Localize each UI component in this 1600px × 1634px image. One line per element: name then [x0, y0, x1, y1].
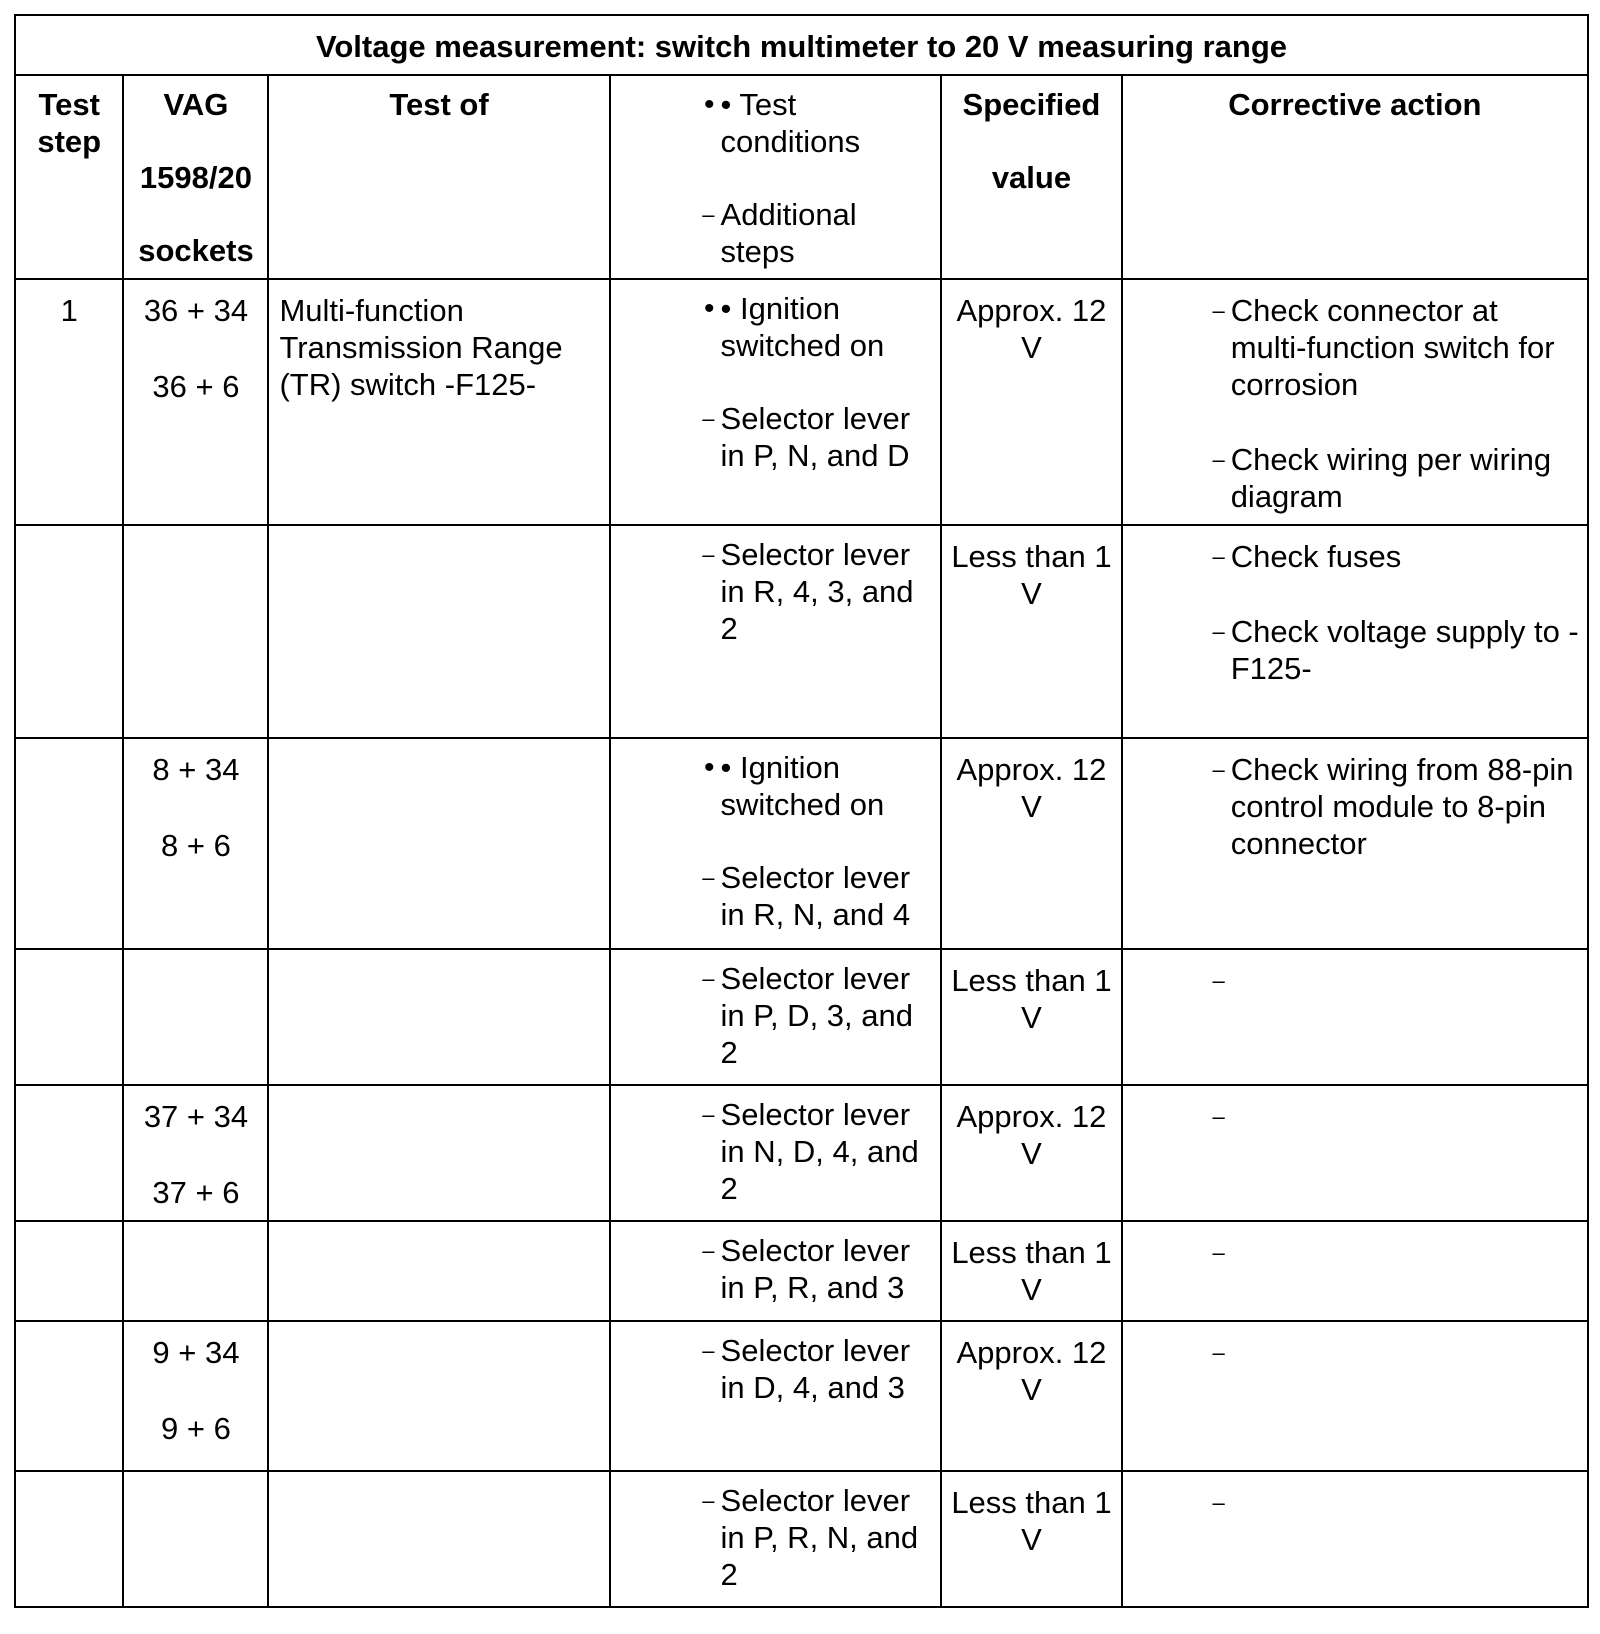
specified-value-cell: Approx. 12 V — [941, 1321, 1121, 1471]
dash-icon: – — [1212, 968, 1225, 993]
header-conditions — [610, 75, 942, 279]
corrective-action-cell — [1122, 525, 1588, 738]
conditions-cell — [610, 279, 942, 525]
additional-step: Selector lever in P, D, 3, and 2 — [720, 961, 913, 1070]
table-row — [15, 1471, 1588, 1607]
dash-icon: – — [702, 202, 715, 227]
header-vag-sockets — [123, 75, 268, 279]
header-text: VAG — [163, 87, 229, 122]
title-row — [15, 15, 1588, 75]
header-test-step — [15, 75, 123, 279]
test-of-cell — [268, 1085, 609, 1221]
header-row — [15, 75, 1588, 279]
dash-icon: – — [702, 1102, 715, 1127]
header-text: Specified — [962, 87, 1101, 122]
test-step-cell — [15, 1085, 123, 1221]
specified-value-cell: Approx. 12 V — [941, 738, 1121, 949]
corrective-action — [1231, 1334, 1579, 1371]
dash-icon: – — [1212, 298, 1225, 323]
conditions-cell — [610, 1321, 942, 1471]
specified-value-cell: Approx. 12 V — [941, 279, 1121, 525]
specified-value-cell: Less than 1 V — [941, 1471, 1121, 1607]
sockets-cell — [123, 738, 268, 949]
corrective-action: Check fuses — [1230, 539, 1402, 574]
corrective-action: Check wiring per wiring diagram — [1230, 442, 1552, 514]
test-step-cell — [15, 1221, 123, 1321]
dash-icon: – — [702, 1238, 715, 1263]
conditions-cell — [610, 949, 942, 1085]
additional-step: Selector lever in R, N, and 4 — [720, 860, 911, 932]
socket-pair: 37 + 6 — [152, 1175, 240, 1210]
header-text: sockets — [138, 233, 254, 268]
header-specified-value — [941, 75, 1121, 279]
corrective-action — [1231, 962, 1579, 999]
test-step-cell — [15, 949, 123, 1085]
socket-pair: 37 + 34 — [143, 1099, 249, 1134]
socket-pair: 36 + 6 — [152, 369, 240, 404]
corrective-action: Check connector at multi-function switch for corrosion — [1230, 293, 1555, 402]
bullet-icon: • — [704, 751, 715, 784]
test-step-cell: 1 — [15, 279, 123, 525]
table-row — [15, 1321, 1588, 1471]
header-text: Additional steps — [720, 197, 857, 269]
table-title: Voltage measurement: switch multimeter to 20 V measuring range — [15, 15, 1588, 75]
sockets-cell — [123, 525, 268, 738]
dash-icon: – — [702, 406, 715, 431]
test-of-cell — [268, 1221, 609, 1321]
test-of-cell: Multi-function Transmission Range (TR) switch -F125- — [268, 279, 609, 525]
additional-step: Selector lever in P, R, N, and 2 — [720, 1483, 919, 1592]
header-corrective-action: Corrective action — [1122, 75, 1588, 279]
sockets-cell — [123, 279, 268, 525]
dash-icon: – — [702, 865, 715, 890]
dash-icon: – — [1212, 544, 1225, 569]
table-row — [15, 949, 1588, 1085]
corrective-action-cell — [1122, 1221, 1588, 1321]
additional-step: Selector lever in P, N, and D — [720, 401, 911, 473]
conditions-cell — [610, 525, 942, 738]
test-of-cell — [268, 1471, 609, 1607]
test-step-cell — [15, 1321, 123, 1471]
conditions-cell — [610, 1471, 942, 1607]
dash-icon: – — [702, 966, 715, 991]
header-test-of: Test of — [268, 75, 609, 279]
header-text: value — [991, 160, 1072, 195]
additional-step: Selector lever in P, R, and 3 — [720, 1233, 911, 1305]
dash-icon: – — [1212, 447, 1225, 472]
table-row — [15, 1221, 1588, 1321]
corrective-action — [1231, 1484, 1579, 1521]
additional-step: Selector lever in D, 4, and 3 — [720, 1333, 911, 1405]
dash-icon: – — [1212, 757, 1225, 782]
dash-icon: – — [1212, 1490, 1225, 1515]
dash-icon: – — [1212, 619, 1225, 644]
socket-pair: 36 + 34 — [143, 293, 249, 328]
header-text: • Test conditions — [720, 87, 861, 159]
conditions-cell — [610, 738, 942, 949]
bullet-icon: • — [704, 292, 715, 325]
test-of-cell — [268, 1321, 609, 1471]
specified-value-cell: Approx. 12 V — [941, 1085, 1121, 1221]
corrective-action — [1231, 1234, 1579, 1271]
socket-pair: 9 + 6 — [161, 1411, 231, 1446]
corrective-action: Check voltage supply to -F125- — [1230, 614, 1579, 686]
conditions-cell — [610, 1221, 942, 1321]
header-text: 1598/20 — [139, 160, 252, 195]
socket-pair: 9 + 34 — [152, 1335, 240, 1370]
corrective-action-cell — [1122, 1321, 1588, 1471]
socket-pair: 8 + 34 — [152, 752, 240, 787]
test-condition: • Ignition switched on — [720, 750, 885, 822]
additional-step: Selector lever in N, D, 4, and 2 — [720, 1097, 919, 1206]
table-row — [15, 525, 1588, 738]
table-row — [15, 738, 1588, 949]
socket-pair: 8 + 6 — [161, 828, 231, 863]
dash-icon: – — [1212, 1104, 1225, 1129]
dash-icon: – — [702, 1338, 715, 1363]
voltage-measurement-table — [14, 14, 1589, 1608]
table-row — [15, 279, 1588, 525]
corrective-action-cell — [1122, 1085, 1588, 1221]
sockets-cell — [123, 1221, 268, 1321]
corrective-action-cell — [1122, 1471, 1588, 1607]
test-step-cell — [15, 738, 123, 949]
sockets-cell — [123, 1085, 268, 1221]
specified-value-cell: Less than 1 V — [941, 1221, 1121, 1321]
dash-icon: – — [702, 542, 715, 567]
corrective-action-cell — [1122, 279, 1588, 525]
test-of-cell — [268, 525, 609, 738]
sockets-cell — [123, 1471, 268, 1607]
test-of-cell — [268, 738, 609, 949]
dash-icon: – — [702, 1488, 715, 1513]
additional-step: Selector lever in R, 4, 3, and 2 — [720, 537, 914, 646]
specified-value-cell: Less than 1 V — [941, 949, 1121, 1085]
table-row — [15, 1085, 1588, 1221]
test-of-cell — [268, 949, 609, 1085]
corrective-action-cell — [1122, 949, 1588, 1085]
bullet-icon: • — [704, 88, 715, 121]
dash-icon: – — [1212, 1240, 1225, 1265]
conditions-cell — [610, 1085, 942, 1221]
specified-value-cell: Less than 1 V — [941, 525, 1121, 738]
test-condition: • Ignition switched on — [720, 291, 885, 363]
sockets-cell — [123, 1321, 268, 1471]
corrective-action: Check wiring from 88-pin control module to 8-pin connector — [1230, 752, 1574, 861]
test-step-cell — [15, 525, 123, 738]
header-text: Test — [38, 87, 100, 122]
test-step-cell — [15, 1471, 123, 1607]
corrective-action — [1231, 1098, 1579, 1135]
header-text: step — [37, 124, 102, 159]
sockets-cell — [123, 949, 268, 1085]
corrective-action-cell — [1122, 738, 1588, 949]
dash-icon: – — [1212, 1340, 1225, 1365]
